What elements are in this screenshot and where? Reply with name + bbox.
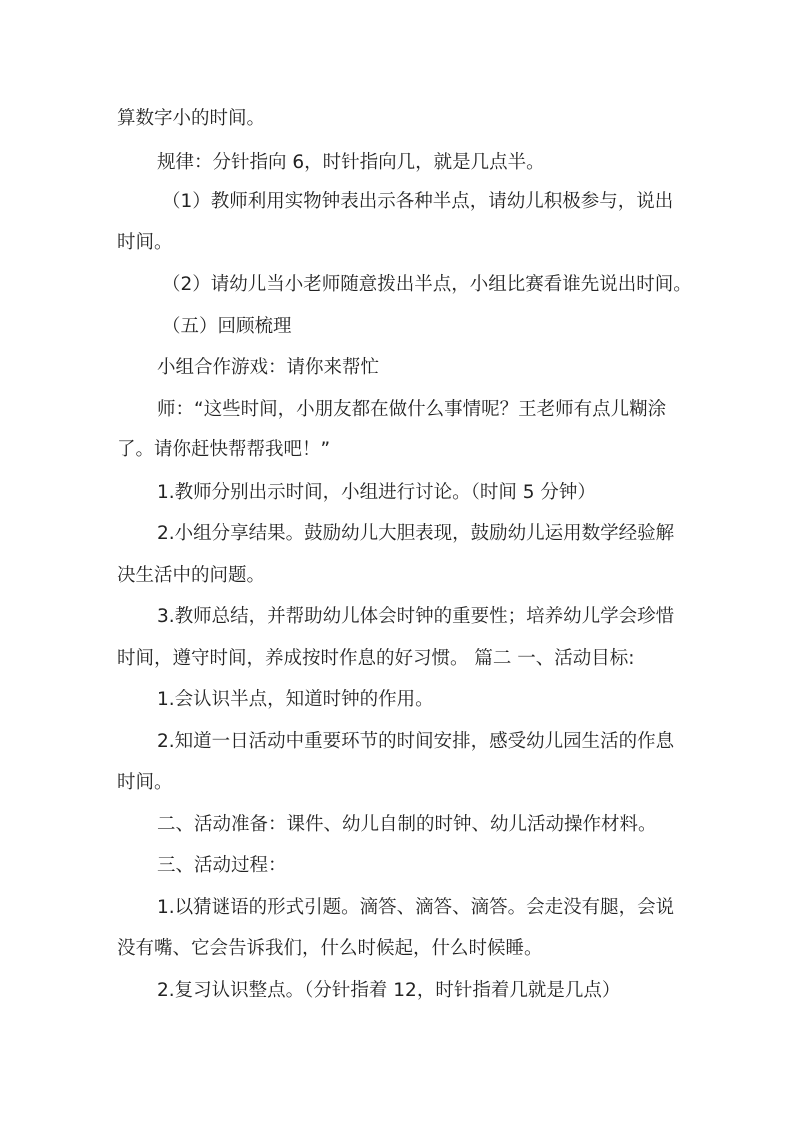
- text-line-16: 2.知道一日活动中重要环节的时间安排，感受幼儿园生活的作息: [157, 731, 675, 752]
- text-line-1: 算数字小的时间。: [117, 108, 266, 129]
- text-line-10: 1.教师分别出示时间，小组进行讨论。（时间 5 分钟）: [157, 482, 596, 503]
- text-line-13: 3.教师总结，并帮助幼儿体会时钟的重要性；培养幼儿学会珍惜: [157, 606, 675, 627]
- text-line-14: 时间，遵守时间，养成按时作息的好习惯。 篇二 一、活动目标:: [117, 648, 635, 669]
- text-line-15: 1.会认识半点，知道时钟的作用。: [157, 689, 434, 710]
- text-line-6: （五）回顾梳理: [162, 316, 292, 337]
- text-line-17: 时间。: [117, 772, 173, 793]
- text-line-19: 三、活动过程：: [157, 855, 287, 876]
- text-line-18: 二、活动准备：课件、幼儿自制的时钟、幼儿活动操作材料。: [157, 814, 657, 835]
- text-line-2: 规律：分针指向 6，时针指向几，就是几点半。: [157, 152, 545, 173]
- text-line-20: 1.以猜谜语的形式引题。滴答、滴答、滴答。会走没有腿，会说: [157, 897, 675, 918]
- text-line-7: 小组合作游戏：请你来帮忙: [157, 357, 380, 378]
- text-line-11: 2.小组分享结果。鼓励幼儿大胆表现，鼓励幼儿运用数学经验解: [157, 523, 675, 544]
- text-line-12: 决生活中的问题。: [117, 565, 266, 586]
- text-line-21: 没有嘴、它会告诉我们，什么时候起，什么时候睡。: [117, 938, 543, 959]
- text-line-5: （2）请幼儿当小老师随意拨出半点，小组比赛看谁先说出时间。: [162, 274, 692, 295]
- text-line-4: 时间。: [117, 232, 173, 253]
- text-line-22: 2.复习认识整点。（分针指着 12，时针指着几就是几点）: [157, 980, 621, 1001]
- text-line-8: 师：“这些时间，小朋友都在做什么事情呢？王老师有点儿糊涂: [157, 399, 667, 420]
- text-line-3: （1）教师利用实物钟表出示各种半点，请幼儿积极参与，说出: [162, 191, 674, 212]
- text-line-9: 了。请你赶快帮帮我吧！”: [117, 439, 331, 460]
